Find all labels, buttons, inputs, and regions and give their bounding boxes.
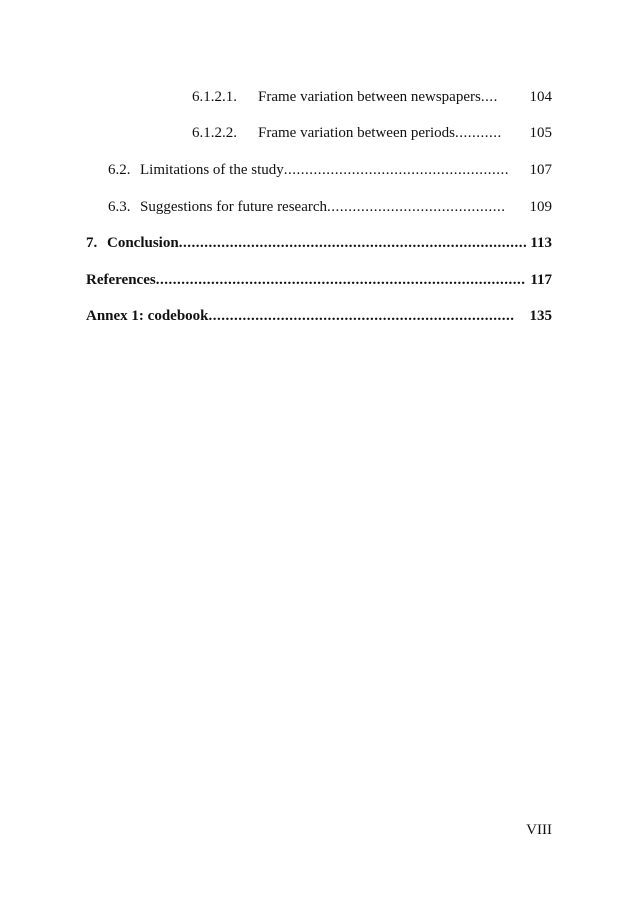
toc-leader-dots: .....................................................	[283, 162, 509, 178]
toc-entry-title: Frame variation between newspapers	[258, 89, 481, 105]
toc-entry-page: 104	[529, 89, 552, 105]
toc-entry-number: 7.	[86, 235, 98, 251]
toc-leader-dots: ...........	[455, 125, 502, 141]
toc-entry-title: Annex 1: codebook	[86, 308, 209, 324]
toc-entry-page: 109	[529, 199, 552, 215]
toc-leader-dots: .......................................................................................	[155, 272, 526, 288]
toc-entry-references[interactable]	[86, 271, 552, 289]
toc-entry-page: 105	[529, 125, 552, 141]
toc-entry-6-2[interactable]	[108, 161, 552, 179]
toc-entry-page: 113	[530, 235, 552, 251]
toc-entry-page: 107	[529, 162, 552, 178]
toc-entry-number: 6.3.	[108, 199, 131, 215]
toc-entry-title: References	[86, 272, 156, 288]
page-number: VIII	[526, 822, 552, 838]
toc-leader-dots: ........................................................................	[208, 308, 515, 324]
toc-entry-title: Frame variation between periods	[258, 125, 456, 141]
toc-entry-conclusion[interactable]	[86, 234, 552, 252]
toc-entry-number: 6.1.2.2.	[192, 125, 237, 141]
toc-leader-dots: ..........................................	[327, 199, 506, 215]
toc-leader-dots: ....	[480, 89, 498, 105]
toc-entry-6-1-2-2[interactable]	[192, 124, 552, 142]
toc-entry-page: 117	[530, 272, 552, 288]
toc-leader-dots: ..................................................................................	[178, 235, 528, 251]
toc-entry-annex-1[interactable]	[86, 307, 552, 325]
toc-entry-page: 135	[529, 308, 552, 324]
toc-entry-6-1-2-1[interactable]	[192, 88, 552, 106]
toc-entry-6-3[interactable]	[108, 198, 552, 216]
toc-entry-title: Suggestions for future research	[140, 199, 328, 215]
toc-entry-title: Conclusion	[107, 235, 179, 251]
toc-entry-number: 6.1.2.1.	[192, 89, 237, 105]
toc-entry-title: Limitations of the study	[140, 162, 284, 178]
toc-entry-number: 6.2.	[108, 162, 131, 178]
